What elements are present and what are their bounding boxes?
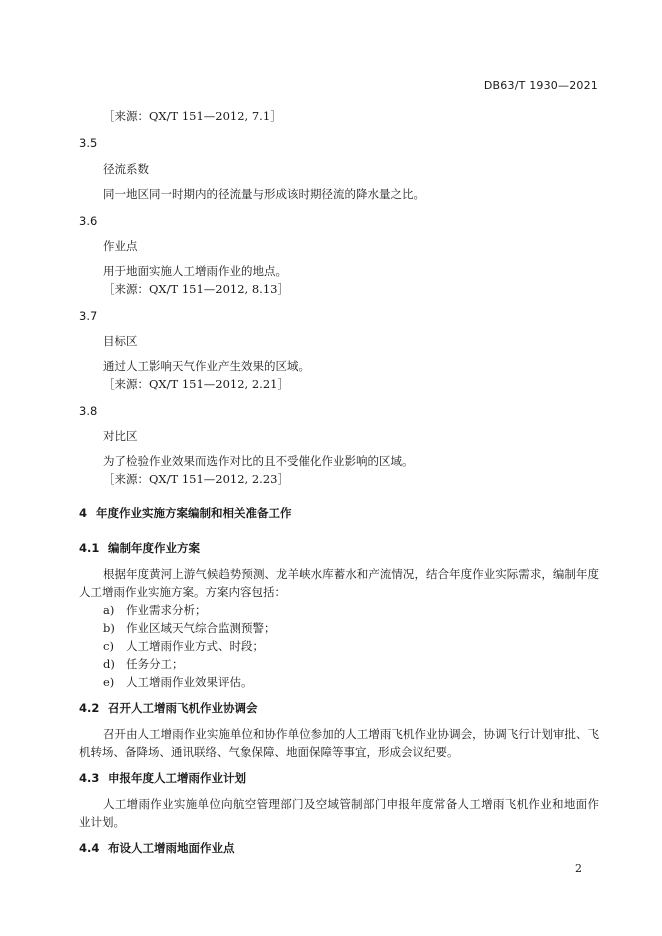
page-number: 2	[575, 862, 582, 875]
paragraph-line: 业计划。	[79, 815, 125, 829]
term-definition: 为了检验作业效果而选作对比的且不受催化作业影响的区域。	[103, 454, 414, 468]
paragraph-line: 人工增雨作业实施方案。方案内容包括：	[79, 585, 286, 599]
term-number: 3.5	[79, 136, 98, 150]
term-name: 径流系数	[103, 162, 149, 176]
term-number: 3.8	[79, 404, 98, 418]
term-number: 3.6	[79, 214, 98, 228]
subsection-number: 4.4	[79, 841, 100, 855]
subsection-title: 召开人工增雨飞机作业协调会	[108, 701, 258, 715]
term-number: 3.7	[79, 309, 98, 323]
paragraph-line: 机转场、备降场、通讯联络、气象保障、地面保障等事宜，形成会议纪要。	[79, 745, 459, 759]
subsection-title: 编制年度作业方案	[108, 541, 200, 555]
term-name: 作业点	[103, 239, 138, 253]
paragraph-line: 根据年度黄河上游气候趋势预测、龙羊峡水库蓄水和产流情况，结合年度作业实际需求，编制年度	[103, 567, 599, 581]
paragraph-line: 人工增雨作业实施单位向航空管理部门及空域管制部门申报年度常备人工增雨飞机作业和地面作	[103, 797, 599, 811]
list-item-text: 人工增雨作业效果评估。	[126, 675, 253, 689]
subsection-number: 4.2	[79, 701, 100, 715]
section-number: 4	[79, 506, 88, 520]
term-source: ［来源：QX/T 151—2012, 7.1］	[103, 109, 282, 123]
section-title: 年度作业实施方案编制和相关准备工作	[96, 506, 292, 520]
subsection-title: 布设人工增雨地面作业点	[108, 841, 235, 855]
list-item-letter: d)	[103, 657, 115, 671]
term-source: ［来源：QX/T 151—2012, 2.21］	[103, 377, 289, 391]
term-definition: 用于地面实施人工增雨作业的地点。	[103, 264, 287, 278]
list-item-letter: a)	[103, 603, 115, 617]
term-name: 目标区	[103, 334, 138, 348]
list-item-text: 作业区域天气综合监测预警；	[126, 621, 276, 635]
subsection-title: 申报年度人工增雨作业计划	[108, 771, 246, 785]
document-code-header: DB63/T 1930—2021	[483, 79, 598, 92]
list-item-letter: e)	[103, 675, 115, 689]
list-item-letter: b)	[103, 621, 115, 635]
subsection-number: 4.1	[79, 541, 100, 555]
term-source: ［来源：QX/T 151—2012, 8.13］	[103, 282, 289, 296]
paragraph-line: 召开由人工增雨作业实施单位和协作单位参加的人工增雨飞机作业协调会，协调飞行计划审批、飞	[103, 727, 599, 741]
list-item-text: 任务分工；	[126, 657, 184, 671]
term-source: ［来源：QX/T 151—2012, 2.23］	[103, 472, 289, 486]
list-item-text: 作业需求分析；	[126, 603, 207, 617]
term-definition: 同一地区同一时期内的径流量与形成该时期径流的降水量之比。	[103, 187, 425, 201]
term-definition: 通过人工影响天气作业产生效果的区域。	[103, 359, 310, 373]
list-item-letter: c)	[103, 639, 114, 653]
list-item-text: 人工增雨作业方式、时段；	[126, 639, 264, 653]
term-name: 对比区	[103, 429, 138, 443]
subsection-number: 4.3	[79, 771, 100, 785]
